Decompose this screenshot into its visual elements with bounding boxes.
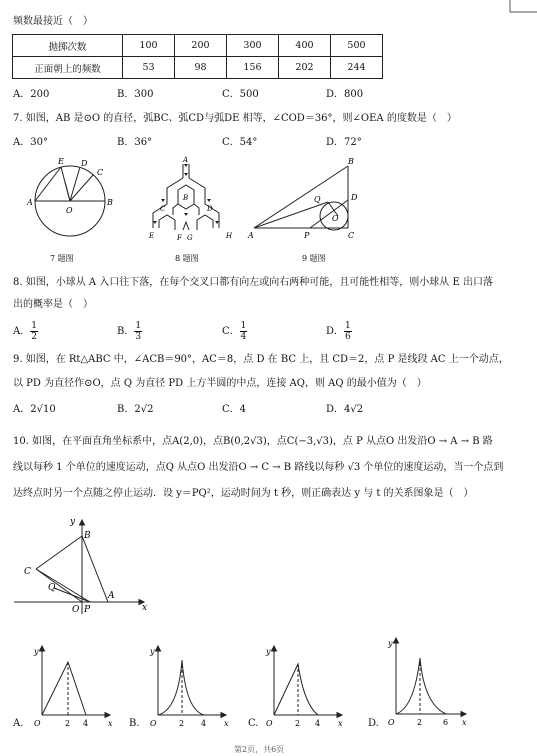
q10-option-c-graph[interactable] bbox=[262, 640, 357, 730]
q9-option-a[interactable]: A．2√10 bbox=[13, 404, 56, 415]
q9-option-c[interactable]: C．4 bbox=[222, 404, 247, 415]
fig8-label-d: D bbox=[207, 205, 213, 213]
fig7-label-o: O bbox=[66, 206, 73, 215]
fig8-label-e: E bbox=[149, 232, 155, 240]
q6-option-c[interactable]: C．500 bbox=[222, 89, 259, 100]
table-cell: 156 bbox=[227, 57, 279, 79]
q10-fig-label-o: O bbox=[72, 605, 80, 615]
fraction-denominator: 4 bbox=[240, 332, 247, 342]
graph-label: 2 bbox=[417, 718, 423, 727]
q8-option-b[interactable] bbox=[117, 321, 142, 342]
table-cell: 200 bbox=[175, 35, 227, 57]
graph-label: y bbox=[34, 647, 39, 656]
graph-label: 4 bbox=[83, 719, 89, 728]
graph-label: y bbox=[266, 647, 271, 656]
table-header-cell: 正面朝上的频数 bbox=[13, 57, 123, 79]
frequency-table bbox=[12, 34, 383, 79]
table-cell: 244 bbox=[331, 57, 383, 79]
fraction-numerator: 1 bbox=[345, 321, 351, 331]
q8-option-d-letter: D． bbox=[326, 326, 345, 337]
table-cell: 202 bbox=[279, 57, 331, 79]
q8-option-a-letter: A． bbox=[13, 326, 31, 337]
graph-label: O bbox=[34, 719, 41, 728]
graph-label: 4 bbox=[315, 719, 321, 728]
fig9-label-c: C bbox=[348, 231, 355, 240]
q8-option-d[interactable] bbox=[326, 321, 352, 342]
q8-option-c[interactable] bbox=[222, 321, 247, 342]
fraction-denominator: 3 bbox=[135, 332, 142, 342]
fig9-label-p: P bbox=[304, 231, 310, 240]
q10-option-d-letter[interactable]: D. bbox=[368, 718, 379, 729]
fig8-label-f: F bbox=[177, 234, 182, 242]
fraction-numerator: 1 bbox=[240, 321, 247, 331]
figure-9-caption: 9 题图 bbox=[302, 254, 326, 263]
q8-option-a-fraction bbox=[30, 321, 38, 342]
figure-9-triangle bbox=[248, 158, 368, 243]
q10-line2: 线以每秒 1 个单位的速度运动，点Q 从点O 出发沿O → C → B 路线以每秒 √3 个单位的速度运动，当一个点到 bbox=[13, 462, 504, 473]
q8-option-b-fraction bbox=[134, 321, 142, 342]
q10-option-b-graph[interactable] bbox=[146, 640, 241, 730]
q10-fig-label-a: A bbox=[108, 591, 115, 601]
fraction-numerator: 1 bbox=[135, 321, 142, 331]
table-cell: 98 bbox=[175, 57, 227, 79]
graph-label: 4 bbox=[201, 719, 207, 728]
page-footer: 第2页，共6页 bbox=[234, 745, 285, 754]
table-cell: 300 bbox=[227, 35, 279, 57]
q8-option-c-fraction bbox=[240, 321, 248, 342]
fig7-label-d: D bbox=[81, 159, 88, 168]
fig8-label-a: A bbox=[183, 156, 189, 164]
fraction-numerator: 1 bbox=[31, 321, 37, 331]
q10-fig-label-c: C bbox=[24, 567, 31, 577]
q6-option-b[interactable]: B．300 bbox=[117, 89, 154, 100]
q10-option-a-letter[interactable]: A. bbox=[13, 718, 24, 729]
figure-8-ball-maze bbox=[133, 158, 243, 243]
table-header-cell: 抛掷次数 bbox=[13, 35, 123, 57]
graph-label: x bbox=[108, 719, 113, 728]
fig9-label-b: B bbox=[348, 157, 354, 166]
table-cell: 500 bbox=[331, 35, 383, 57]
fig8-label-c: C bbox=[160, 205, 166, 213]
q10-option-a-graph[interactable] bbox=[30, 640, 125, 730]
q8-option-b-letter: B． bbox=[117, 326, 135, 337]
table-row bbox=[13, 57, 383, 79]
fig8-label-g: G bbox=[187, 234, 193, 242]
q10-line1: 10. 如图，在平面直角坐标系中，点A(2,0)，点B(0,2√3)，点C(−3,√3)，点 P 从点O 出发沿O → A → B 路 bbox=[13, 436, 493, 447]
graph-label: O bbox=[388, 718, 395, 727]
fig7-label-c: C bbox=[97, 168, 104, 177]
q8-line2: 出的概率是（ ） bbox=[13, 299, 93, 310]
graph-label: 2 bbox=[295, 719, 301, 728]
fig9-label-q: Q bbox=[314, 195, 321, 204]
figure-7-circle bbox=[27, 157, 120, 245]
graph-label: 6 bbox=[443, 718, 449, 727]
table-cell: 100 bbox=[123, 35, 175, 57]
table-row bbox=[13, 35, 383, 57]
q9-line2: 以 PD 为直径作⊙O，点 Q 为直径 PD 上方半圆的中点，连接 AQ，则 AQ 的最小值为（ ） bbox=[13, 378, 427, 389]
q8-option-d-fraction bbox=[344, 321, 352, 342]
q9-option-d[interactable]: D．4√2 bbox=[326, 404, 364, 415]
fraction-denominator: 2 bbox=[31, 332, 37, 342]
figure-8-caption: 8 题图 bbox=[175, 254, 199, 263]
graph-label: 2 bbox=[179, 719, 185, 728]
q6-option-a[interactable]: A．200 bbox=[13, 89, 50, 100]
q7-option-c[interactable]: C．54° bbox=[222, 137, 258, 148]
q10-coordinate-figure bbox=[14, 512, 154, 617]
q7-text: 7. 如图，AB 是⊙O 的直径，弧BC、弧CD与弧DE 相等，∠COD＝36°，则∠OEA 的度数是（ ） bbox=[13, 113, 457, 124]
q8-option-a[interactable] bbox=[13, 321, 38, 342]
q6-tail-text: 频数最接近（ ） bbox=[13, 16, 93, 27]
figure-7-caption: 7 题图 bbox=[50, 254, 74, 263]
graph-label: x bbox=[338, 719, 343, 728]
graph-label: x bbox=[462, 718, 467, 727]
q10-option-d-graph[interactable] bbox=[384, 632, 479, 730]
table-cell: 53 bbox=[123, 57, 175, 79]
fig8-label-b: B bbox=[183, 194, 189, 202]
fraction-denominator: 6 bbox=[345, 332, 351, 342]
graph-label: y bbox=[150, 647, 155, 656]
q10-option-c-letter[interactable]: C. bbox=[248, 718, 259, 729]
q8-line1: 8. 如图，小球从 A 入口往下落，在每个交叉口都有向左或向右两种可能，且可能性相等，则小球从 E 出口落 bbox=[13, 277, 493, 288]
graph-label: O bbox=[266, 719, 273, 728]
q10-fig-label-p: P bbox=[84, 605, 91, 615]
fig7-label-b: B bbox=[107, 198, 113, 207]
q10-line3: 达终点时另一个点随之停止运动．设 y＝PQ²，运动时间为 t 秒，则正确表达 y 与 t 的关系图象是（ ） bbox=[13, 488, 474, 499]
fig7-label-e: E bbox=[58, 157, 64, 166]
q10-fig-label-q: Q bbox=[48, 583, 56, 593]
q7-option-d[interactable]: D．72° bbox=[326, 137, 362, 148]
graph-label: x bbox=[224, 719, 229, 728]
q10-fig-label-y: y bbox=[70, 517, 76, 527]
fig9-label-d: D bbox=[351, 193, 358, 202]
fig9-label-a: A bbox=[248, 231, 254, 240]
fig7-label-a: A bbox=[27, 198, 33, 207]
fig8-label-h: H bbox=[226, 232, 233, 240]
graph-label: O bbox=[150, 719, 157, 728]
q6-option-d[interactable]: D．800 bbox=[326, 89, 364, 100]
q7-option-b[interactable]: B．36° bbox=[117, 137, 153, 148]
q7-option-a[interactable]: A．30° bbox=[13, 137, 48, 148]
q8-option-c-letter: C． bbox=[222, 326, 240, 337]
graph-label: 2 bbox=[65, 719, 71, 728]
q10-option-b-letter[interactable]: B. bbox=[129, 718, 140, 729]
graph-label: y bbox=[388, 639, 393, 648]
fig9-label-o: O bbox=[332, 214, 339, 223]
table-cell: 400 bbox=[279, 35, 331, 57]
q9-line1: 9. 如图，在 Rt△ABC 中，∠ACB＝90°，AC＝8，点 D 在 BC 上，且 CD＝2，点 P 是线段 AC 上一个动点， bbox=[13, 354, 509, 365]
q9-option-b[interactable]: B．2√2 bbox=[117, 404, 154, 415]
q10-fig-label-b: B bbox=[84, 531, 91, 541]
q10-fig-label-x: x bbox=[142, 603, 148, 613]
page-corner-mark bbox=[510, 0, 537, 15]
